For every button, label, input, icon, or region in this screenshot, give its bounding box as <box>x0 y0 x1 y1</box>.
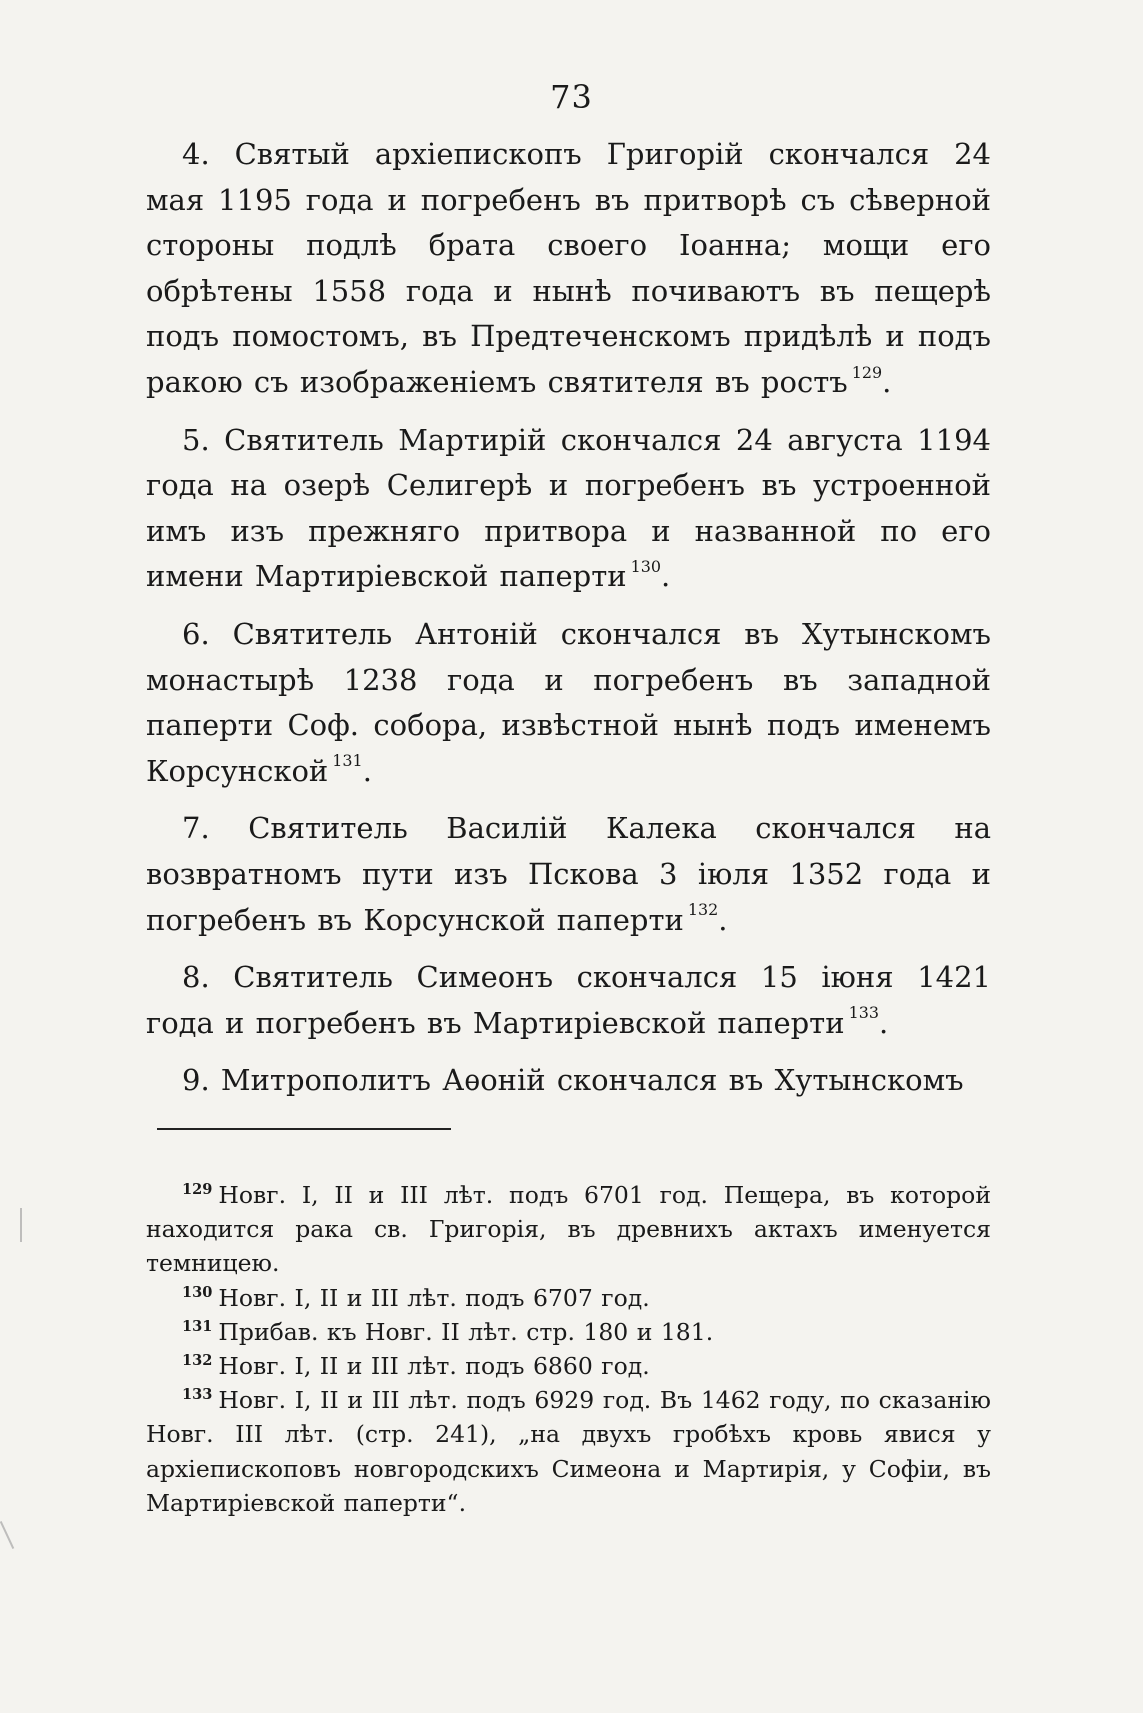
footnote-ref: 130 <box>630 557 662 576</box>
footnote-mark: 131 <box>182 1318 213 1336</box>
footnote-mark: 130 <box>182 1283 213 1301</box>
paragraph-text: 5. Святитель Мартирій скончался 24 августа 1194 года на озерѣ Селигерѣ и погребенъ въ устроенной имъ изъ прежняго притвора и названной по его имени Мартиріевской паперти <box>146 422 991 594</box>
footnote-mark: 132 <box>182 1352 213 1370</box>
paragraph-end: . <box>362 753 372 788</box>
paragraph <box>146 955 991 1046</box>
scan-artifact <box>20 1208 22 1242</box>
footnote-ref: 133 <box>848 1003 879 1023</box>
footnote-text: Новг. I, II и III лѣт. подъ 6929 год. Въ 1462 году, по сказанію Новг. III лѣт. (стр. 241), „на двухъ гробѣхъ кровь явися у архіепископовъ новгородскихъ Симеона и Мартирія, у Софіи, въ Мартиріевской паперти“. <box>146 1386 991 1517</box>
footnote-text: Новг. I, II и III лѣт. подъ 6701 год. Пещера, въ которой находится рака св. Григорія, въ древнихъ актахъ именуется темницею. <box>146 1181 991 1278</box>
paragraph <box>146 418 991 600</box>
footnote-ref: 132 <box>687 900 719 920</box>
paragraph-end: . <box>718 902 728 937</box>
paragraph-text: 9. Митрополитъ Аѳоній скончался въ Хутынскомъ <box>182 1063 964 1098</box>
paragraph-text: 8. Святитель Симеонъ скончался 15 іюня 1421 года и погребенъ въ Мартиріевской паперти <box>146 960 991 1040</box>
paragraph-text: 7. Святитель Василій Калека скончался на возвратномъ пути изъ Пскова 3 іюля 1352 года и погребенъ въ Корсунской паперти <box>146 811 991 937</box>
paragraph <box>146 806 991 943</box>
footnote <box>146 1349 991 1383</box>
footnote-divider <box>157 1128 451 1130</box>
footnote <box>146 1281 991 1315</box>
paragraph-end: . <box>661 559 671 594</box>
footnote-mark: 133 <box>182 1386 213 1404</box>
footnote <box>146 1178 991 1281</box>
page-number: 73 <box>550 78 593 116</box>
scan-artifact <box>0 1521 14 1549</box>
paragraph <box>146 612 991 794</box>
paragraph <box>146 132 991 406</box>
footnote-text: Новг. I, II и III лѣт. подъ 6707 год. <box>218 1283 650 1312</box>
footnote-text: Прибав. къ Новг. II лѣт. стр. 180 и 181. <box>218 1317 714 1346</box>
footnote-ref: 129 <box>851 362 883 382</box>
footnote-text: Новг. I, II и III лѣт. подъ 6860 год. <box>218 1352 650 1381</box>
footnotes <box>146 1178 991 1520</box>
footnote-ref: 131 <box>332 751 363 771</box>
paragraph-end: . <box>878 1005 889 1040</box>
footnote-mark: 129 <box>182 1181 213 1199</box>
footnote <box>146 1315 991 1349</box>
footnote <box>146 1383 991 1520</box>
paragraph-text: 6. Святитель Антоній скончался въ Хутынскомъ монастырѣ 1238 года и погребенъ въ западной паперти Соф. собора, извѣстной нынѣ подъ именемъ Корсунской <box>146 616 991 788</box>
main-text <box>146 132 991 1116</box>
paragraph-end: . <box>882 364 892 399</box>
paragraph <box>146 1058 991 1104</box>
paragraph-text: 4. Святый архіепископъ Григорій скончался 24 мая 1195 года и погребенъ въ притворѣ съ сѣверной стороны подлѣ брата своего Іоанна; мощи его обрѣтены 1558 года и нынѣ почиваютъ въ пещерѣ подъ помостомъ, въ Предтеченскомъ придѣлѣ и подъ ракою съ изображеніемъ святителя въ ростъ <box>146 137 991 399</box>
